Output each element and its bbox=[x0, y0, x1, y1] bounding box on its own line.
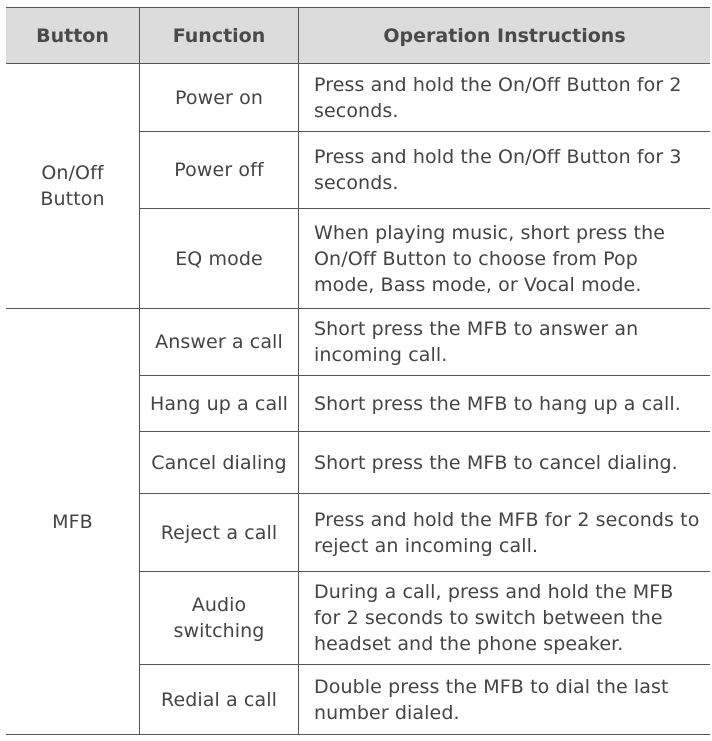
instruction-text: When playing music, short press the On/Off Button to choose from Pop mode, Bass mode, or Vocal mode. bbox=[314, 221, 666, 296]
button-operation-table bbox=[6, 7, 710, 735]
function-cell bbox=[140, 132, 299, 209]
function-label: Hang up a call bbox=[150, 392, 288, 415]
instruction-cell bbox=[299, 132, 711, 209]
table-header bbox=[6, 8, 710, 64]
instruction-text: During a call, press and hold the MFB for 2 seconds to switch between the headset and the phone speaker. bbox=[314, 581, 674, 655]
function-label: Audio switching bbox=[173, 594, 265, 642]
instruction-text: Press and hold the On/Off Button for 2 seconds. bbox=[314, 73, 682, 122]
instruction-cell bbox=[299, 572, 711, 665]
function-cell bbox=[140, 209, 299, 309]
table-row bbox=[6, 64, 710, 132]
function-label: Power off bbox=[174, 159, 264, 181]
instruction-text: Double press the MFB to dial the last number dialed. bbox=[314, 675, 669, 724]
button-operation-table-wrapper bbox=[6, 7, 710, 735]
instruction-text: Short press the MFB to cancel dialing. bbox=[314, 451, 678, 474]
header-function: Function bbox=[140, 8, 299, 64]
table-row bbox=[6, 309, 710, 376]
instruction-cell bbox=[299, 432, 711, 494]
header-button: Button bbox=[6, 8, 140, 64]
header-row bbox=[6, 8, 710, 64]
instruction-cell bbox=[299, 209, 711, 309]
instruction-cell bbox=[299, 309, 711, 376]
function-label: Answer a call bbox=[155, 331, 283, 353]
table-body bbox=[6, 64, 710, 735]
function-cell bbox=[140, 64, 299, 132]
function-cell bbox=[140, 572, 299, 665]
button-label: MFB bbox=[52, 510, 93, 533]
instruction-cell bbox=[299, 665, 711, 735]
button-cell-onoff bbox=[6, 64, 140, 309]
button-label: On/Off Button bbox=[40, 162, 105, 210]
function-cell bbox=[140, 665, 299, 735]
instruction-text: Short press the MFB to answer an incoming call. bbox=[314, 318, 639, 366]
function-label: Cancel dialing bbox=[151, 451, 287, 474]
header-operation-instructions: Operation Instructions bbox=[299, 8, 711, 64]
function-cell bbox=[140, 376, 299, 432]
instruction-text: Short press the MFB to hang up a call. bbox=[314, 392, 681, 415]
function-cell bbox=[140, 494, 299, 572]
instruction-cell bbox=[299, 64, 711, 132]
instruction-text: Press and hold the On/Off Button for 3 seconds. bbox=[314, 146, 682, 194]
function-label: EQ mode bbox=[175, 247, 263, 270]
function-cell bbox=[140, 432, 299, 494]
function-label: Redial a call bbox=[161, 688, 277, 711]
instruction-cell bbox=[299, 494, 711, 572]
instruction-text: Press and hold the MFB for 2 seconds to reject an incoming call. bbox=[314, 508, 700, 557]
instruction-cell bbox=[299, 376, 711, 432]
button-cell-mfb bbox=[6, 309, 140, 735]
function-label: Power on bbox=[175, 86, 263, 109]
function-cell bbox=[140, 309, 299, 376]
function-label: Reject a call bbox=[160, 521, 278, 544]
